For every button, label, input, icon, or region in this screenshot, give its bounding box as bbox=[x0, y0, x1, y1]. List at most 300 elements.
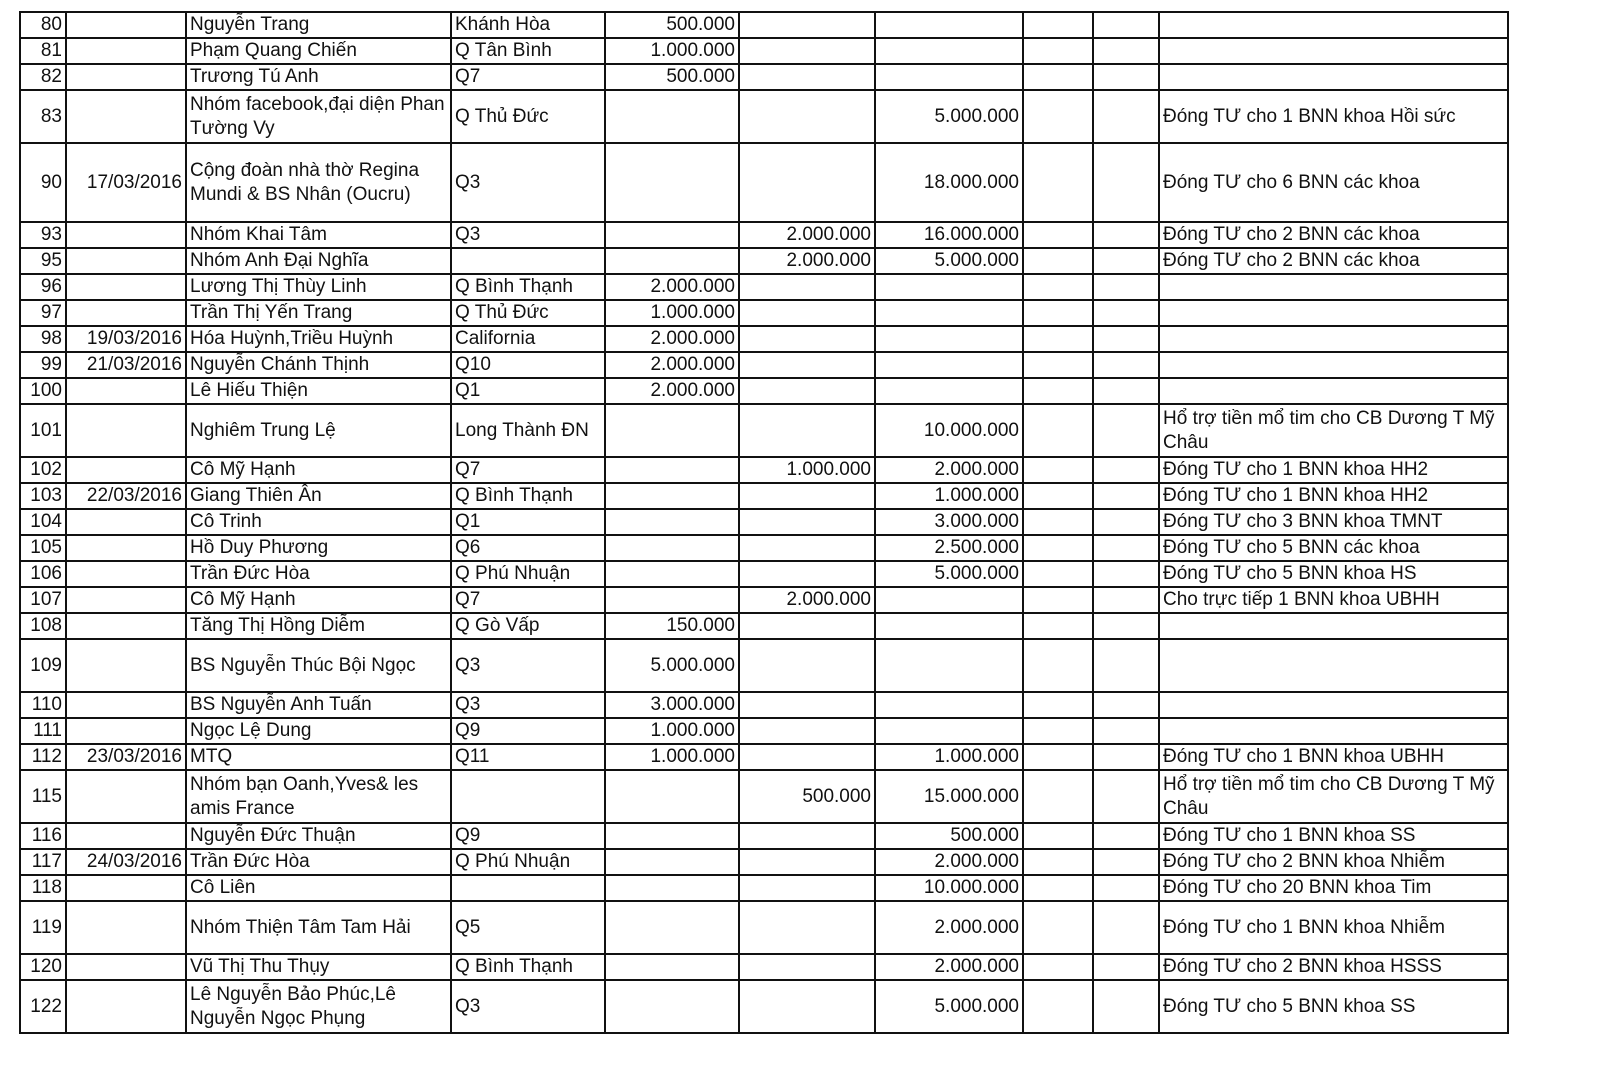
date-cell bbox=[66, 692, 186, 718]
amount-cash-cell: 2.000.000 bbox=[605, 274, 739, 300]
donor-name-cell: Nhóm bạn Oanh,Yves& les amis France bbox=[186, 770, 451, 823]
table-row bbox=[20, 587, 1508, 613]
location-cell: Q Bình Thạnh bbox=[451, 483, 605, 509]
extra-cell-1 bbox=[1023, 90, 1093, 143]
table-row bbox=[20, 326, 1508, 352]
row-number-cell: 83 bbox=[20, 90, 66, 143]
extra-cell-2 bbox=[1093, 744, 1159, 770]
donor-name-cell: Cộng đoàn nhà thờ Regina Mundi & BS Nhân (Oucru) bbox=[186, 143, 451, 222]
table-row bbox=[20, 90, 1508, 143]
table-row bbox=[20, 404, 1508, 457]
amount-direct-cell bbox=[739, 12, 875, 38]
extra-cell-1 bbox=[1023, 248, 1093, 274]
amount-direct-cell bbox=[739, 143, 875, 222]
extra-cell-1 bbox=[1023, 38, 1093, 64]
row-number-cell: 80 bbox=[20, 12, 66, 38]
extra-cell-1 bbox=[1023, 587, 1093, 613]
note-cell: Hổ trợ tiền mổ tim cho CB Dương T Mỹ Châu bbox=[1159, 770, 1508, 823]
amount-direct-cell: 2.000.000 bbox=[739, 248, 875, 274]
location-cell: Q Thủ Đức bbox=[451, 300, 605, 326]
date-cell bbox=[66, 561, 186, 587]
row-number-cell: 107 bbox=[20, 587, 66, 613]
extra-cell-2 bbox=[1093, 613, 1159, 639]
extra-cell-1 bbox=[1023, 744, 1093, 770]
note-cell bbox=[1159, 274, 1508, 300]
amount-direct-cell bbox=[739, 823, 875, 849]
donor-name-cell: Nguyễn Chánh Thịnh bbox=[186, 352, 451, 378]
donor-name-cell: BS Nguyễn Thúc Bội Ngọc bbox=[186, 639, 451, 692]
date-cell bbox=[66, 875, 186, 901]
extra-cell-1 bbox=[1023, 352, 1093, 378]
location-cell: Q1 bbox=[451, 509, 605, 535]
extra-cell-2 bbox=[1093, 587, 1159, 613]
note-cell bbox=[1159, 718, 1508, 744]
extra-cell-1 bbox=[1023, 12, 1093, 38]
note-cell: Đóng TƯ cho 1 BNN khoa HH2 bbox=[1159, 457, 1508, 483]
table-row bbox=[20, 954, 1508, 980]
location-cell: Q9 bbox=[451, 718, 605, 744]
amount-cash-cell bbox=[605, 483, 739, 509]
amount-cash-cell: 1.000.000 bbox=[605, 38, 739, 64]
extra-cell-1 bbox=[1023, 274, 1093, 300]
amount-direct-cell bbox=[739, 613, 875, 639]
amount-cash-cell: 500.000 bbox=[605, 64, 739, 90]
extra-cell-2 bbox=[1093, 770, 1159, 823]
donor-name-cell: Lương Thị Thùy Linh bbox=[186, 274, 451, 300]
location-cell: Khánh Hòa bbox=[451, 12, 605, 38]
donor-name-cell: Trần Thị Yến Trang bbox=[186, 300, 451, 326]
donor-name-cell: Cô Liên bbox=[186, 875, 451, 901]
amount-advance-cell bbox=[875, 352, 1023, 378]
location-cell: Q Tân Bình bbox=[451, 38, 605, 64]
note-cell: Đóng TƯ cho 1 BNN khoa Nhiễm bbox=[1159, 901, 1508, 954]
amount-cash-cell bbox=[605, 875, 739, 901]
amount-direct-cell bbox=[739, 718, 875, 744]
table-row bbox=[20, 378, 1508, 404]
amount-cash-cell bbox=[605, 849, 739, 875]
location-cell: Q3 bbox=[451, 222, 605, 248]
row-number-cell: 97 bbox=[20, 300, 66, 326]
amount-advance-cell: 10.000.000 bbox=[875, 404, 1023, 457]
donor-name-cell: Cô Mỹ Hạnh bbox=[186, 457, 451, 483]
extra-cell-1 bbox=[1023, 901, 1093, 954]
extra-cell-2 bbox=[1093, 12, 1159, 38]
amount-direct-cell bbox=[739, 901, 875, 954]
date-cell bbox=[66, 535, 186, 561]
donor-name-cell: Nhóm Thiện Tâm Tam Hải bbox=[186, 901, 451, 954]
donor-name-cell: Nhóm facebook,đại diện Phan Tường Vy bbox=[186, 90, 451, 143]
date-cell bbox=[66, 901, 186, 954]
extra-cell-1 bbox=[1023, 222, 1093, 248]
donor-name-cell: BS Nguyễn Anh Tuấn bbox=[186, 692, 451, 718]
row-number-cell: 108 bbox=[20, 613, 66, 639]
extra-cell-2 bbox=[1093, 509, 1159, 535]
extra-cell-2 bbox=[1093, 248, 1159, 274]
amount-advance-cell bbox=[875, 274, 1023, 300]
extra-cell-2 bbox=[1093, 300, 1159, 326]
amount-direct-cell bbox=[739, 404, 875, 457]
amount-advance-cell bbox=[875, 64, 1023, 90]
donor-name-cell: Giang Thiên Ân bbox=[186, 483, 451, 509]
amount-cash-cell: 150.000 bbox=[605, 613, 739, 639]
extra-cell-2 bbox=[1093, 692, 1159, 718]
extra-cell-2 bbox=[1093, 404, 1159, 457]
extra-cell-1 bbox=[1023, 378, 1093, 404]
amount-direct-cell bbox=[739, 378, 875, 404]
extra-cell-1 bbox=[1023, 561, 1093, 587]
amount-advance-cell bbox=[875, 692, 1023, 718]
row-number-cell: 90 bbox=[20, 143, 66, 222]
location-cell: Q3 bbox=[451, 639, 605, 692]
note-cell: Đóng TƯ cho 2 BNN khoa HSSS bbox=[1159, 954, 1508, 980]
location-cell: Q6 bbox=[451, 535, 605, 561]
extra-cell-1 bbox=[1023, 404, 1093, 457]
date-cell bbox=[66, 378, 186, 404]
amount-direct-cell: 2.000.000 bbox=[739, 222, 875, 248]
location-cell bbox=[451, 248, 605, 274]
row-number-cell: 99 bbox=[20, 352, 66, 378]
amount-direct-cell bbox=[739, 875, 875, 901]
date-cell bbox=[66, 613, 186, 639]
table-row bbox=[20, 12, 1508, 38]
extra-cell-1 bbox=[1023, 692, 1093, 718]
extra-cell-1 bbox=[1023, 770, 1093, 823]
amount-cash-cell: 2.000.000 bbox=[605, 352, 739, 378]
amount-advance-cell bbox=[875, 718, 1023, 744]
date-cell bbox=[66, 823, 186, 849]
amount-cash-cell bbox=[605, 770, 739, 823]
date-cell bbox=[66, 248, 186, 274]
date-cell: 17/03/2016 bbox=[66, 143, 186, 222]
row-number-cell: 118 bbox=[20, 875, 66, 901]
row-number-cell: 115 bbox=[20, 770, 66, 823]
amount-advance-cell: 1.000.000 bbox=[875, 744, 1023, 770]
date-cell bbox=[66, 509, 186, 535]
amount-direct-cell bbox=[739, 980, 875, 1033]
note-cell bbox=[1159, 326, 1508, 352]
donor-name-cell: Nhóm Khai Tâm bbox=[186, 222, 451, 248]
amount-cash-cell bbox=[605, 90, 739, 143]
note-cell: Hổ trợ tiền mổ tim cho CB Dương T Mỹ Châu bbox=[1159, 404, 1508, 457]
amount-cash-cell bbox=[605, 143, 739, 222]
table-row bbox=[20, 823, 1508, 849]
table-row bbox=[20, 613, 1508, 639]
extra-cell-1 bbox=[1023, 483, 1093, 509]
amount-cash-cell bbox=[605, 222, 739, 248]
amount-cash-cell: 5.000.000 bbox=[605, 639, 739, 692]
extra-cell-2 bbox=[1093, 875, 1159, 901]
extra-cell-1 bbox=[1023, 980, 1093, 1033]
extra-cell-1 bbox=[1023, 639, 1093, 692]
table-row bbox=[20, 457, 1508, 483]
note-cell: Đóng TƯ cho 1 BNN khoa UBHH bbox=[1159, 744, 1508, 770]
amount-cash-cell bbox=[605, 561, 739, 587]
table-row bbox=[20, 744, 1508, 770]
donor-name-cell: Ngọc Lệ Dung bbox=[186, 718, 451, 744]
amount-advance-cell: 2.500.000 bbox=[875, 535, 1023, 561]
amount-direct-cell bbox=[739, 352, 875, 378]
extra-cell-2 bbox=[1093, 457, 1159, 483]
location-cell: Q Gò Vấp bbox=[451, 613, 605, 639]
row-number-cell: 109 bbox=[20, 639, 66, 692]
amount-cash-cell: 1.000.000 bbox=[605, 744, 739, 770]
row-number-cell: 111 bbox=[20, 718, 66, 744]
date-cell bbox=[66, 90, 186, 143]
location-cell: Q Phú Nhuận bbox=[451, 849, 605, 875]
amount-cash-cell: 1.000.000 bbox=[605, 300, 739, 326]
note-cell bbox=[1159, 378, 1508, 404]
location-cell: California bbox=[451, 326, 605, 352]
extra-cell-1 bbox=[1023, 457, 1093, 483]
extra-cell-2 bbox=[1093, 639, 1159, 692]
row-number-cell: 117 bbox=[20, 849, 66, 875]
table-row bbox=[20, 849, 1508, 875]
location-cell: Q7 bbox=[451, 457, 605, 483]
location-cell: Q Thủ Đức bbox=[451, 90, 605, 143]
amount-direct-cell bbox=[739, 90, 875, 143]
extra-cell-1 bbox=[1023, 954, 1093, 980]
date-cell bbox=[66, 457, 186, 483]
location-cell bbox=[451, 875, 605, 901]
location-cell: Q11 bbox=[451, 744, 605, 770]
date-cell bbox=[66, 300, 186, 326]
amount-cash-cell: 2.000.000 bbox=[605, 378, 739, 404]
donor-name-cell: Hóa Huỳnh,Triều Huỳnh bbox=[186, 326, 451, 352]
note-cell: Đóng TƯ cho 2 BNN các khoa bbox=[1159, 248, 1508, 274]
donor-name-cell: Vũ Thị Thu Thụy bbox=[186, 954, 451, 980]
location-cell: Q10 bbox=[451, 352, 605, 378]
donor-name-cell: Tăng Thị Hồng Diễm bbox=[186, 613, 451, 639]
amount-direct-cell: 500.000 bbox=[739, 770, 875, 823]
date-cell: 21/03/2016 bbox=[66, 352, 186, 378]
amount-advance-cell: 5.000.000 bbox=[875, 980, 1023, 1033]
row-number-cell: 93 bbox=[20, 222, 66, 248]
amount-advance-cell: 5.000.000 bbox=[875, 248, 1023, 274]
table-row bbox=[20, 143, 1508, 222]
amount-cash-cell bbox=[605, 509, 739, 535]
amount-cash-cell: 500.000 bbox=[605, 12, 739, 38]
extra-cell-2 bbox=[1093, 90, 1159, 143]
amount-direct-cell bbox=[739, 64, 875, 90]
extra-cell-2 bbox=[1093, 38, 1159, 64]
amount-advance-cell bbox=[875, 12, 1023, 38]
extra-cell-2 bbox=[1093, 222, 1159, 248]
date-cell bbox=[66, 770, 186, 823]
date-cell bbox=[66, 38, 186, 64]
donor-name-cell: Nguyễn Trang bbox=[186, 12, 451, 38]
location-cell: Q Bình Thạnh bbox=[451, 954, 605, 980]
note-cell bbox=[1159, 12, 1508, 38]
amount-advance-cell: 2.000.000 bbox=[875, 457, 1023, 483]
amount-direct-cell bbox=[739, 300, 875, 326]
table-row bbox=[20, 38, 1508, 64]
amount-cash-cell bbox=[605, 248, 739, 274]
extra-cell-2 bbox=[1093, 849, 1159, 875]
amount-direct-cell bbox=[739, 483, 875, 509]
row-number-cell: 122 bbox=[20, 980, 66, 1033]
amount-cash-cell bbox=[605, 404, 739, 457]
extra-cell-1 bbox=[1023, 326, 1093, 352]
extra-cell-1 bbox=[1023, 875, 1093, 901]
amount-advance-cell: 2.000.000 bbox=[875, 901, 1023, 954]
location-cell: Q9 bbox=[451, 823, 605, 849]
extra-cell-2 bbox=[1093, 483, 1159, 509]
row-number-cell: 119 bbox=[20, 901, 66, 954]
amount-cash-cell bbox=[605, 954, 739, 980]
note-cell bbox=[1159, 639, 1508, 692]
donation-table bbox=[19, 11, 1509, 1034]
row-number-cell: 81 bbox=[20, 38, 66, 64]
table-row bbox=[20, 901, 1508, 954]
amount-direct-cell bbox=[739, 639, 875, 692]
note-cell bbox=[1159, 692, 1508, 718]
date-cell bbox=[66, 954, 186, 980]
extra-cell-1 bbox=[1023, 143, 1093, 222]
note-cell: Đóng TƯ cho 2 BNN khoa Nhiễm bbox=[1159, 849, 1508, 875]
date-cell bbox=[66, 980, 186, 1033]
extra-cell-2 bbox=[1093, 352, 1159, 378]
date-cell: 22/03/2016 bbox=[66, 483, 186, 509]
extra-cell-2 bbox=[1093, 143, 1159, 222]
note-cell: Đóng TƯ cho 5 BNN các khoa bbox=[1159, 535, 1508, 561]
table-row bbox=[20, 483, 1508, 509]
date-cell: 23/03/2016 bbox=[66, 744, 186, 770]
location-cell: Long Thành ĐN bbox=[451, 404, 605, 457]
amount-cash-cell: 3.000.000 bbox=[605, 692, 739, 718]
date-cell bbox=[66, 639, 186, 692]
amount-direct-cell bbox=[739, 744, 875, 770]
donor-name-cell: Phạm Quang Chiến bbox=[186, 38, 451, 64]
row-number-cell: 116 bbox=[20, 823, 66, 849]
amount-cash-cell: 2.000.000 bbox=[605, 326, 739, 352]
amount-advance-cell bbox=[875, 613, 1023, 639]
location-cell: Q7 bbox=[451, 587, 605, 613]
date-cell bbox=[66, 718, 186, 744]
donor-name-cell: Nhóm Anh Đại Nghĩa bbox=[186, 248, 451, 274]
note-cell bbox=[1159, 64, 1508, 90]
table-row bbox=[20, 274, 1508, 300]
amount-advance-cell bbox=[875, 587, 1023, 613]
amount-direct-cell bbox=[739, 954, 875, 980]
extra-cell-1 bbox=[1023, 509, 1093, 535]
amount-advance-cell bbox=[875, 300, 1023, 326]
note-cell: Đóng TƯ cho 5 BNN khoa HS bbox=[1159, 561, 1508, 587]
row-number-cell: 98 bbox=[20, 326, 66, 352]
amount-direct-cell bbox=[739, 535, 875, 561]
amount-advance-cell: 3.000.000 bbox=[875, 509, 1023, 535]
amount-advance-cell: 5.000.000 bbox=[875, 561, 1023, 587]
amount-direct-cell bbox=[739, 509, 875, 535]
location-cell: Q5 bbox=[451, 901, 605, 954]
amount-advance-cell: 500.000 bbox=[875, 823, 1023, 849]
row-number-cell: 105 bbox=[20, 535, 66, 561]
amount-direct-cell bbox=[739, 274, 875, 300]
extra-cell-1 bbox=[1023, 718, 1093, 744]
amount-advance-cell: 18.000.000 bbox=[875, 143, 1023, 222]
row-number-cell: 96 bbox=[20, 274, 66, 300]
table-row bbox=[20, 770, 1508, 823]
table-row bbox=[20, 300, 1508, 326]
date-cell bbox=[66, 222, 186, 248]
location-cell: Q Bình Thạnh bbox=[451, 274, 605, 300]
extra-cell-2 bbox=[1093, 980, 1159, 1033]
location-cell: Q3 bbox=[451, 143, 605, 222]
extra-cell-1 bbox=[1023, 535, 1093, 561]
row-number-cell: 110 bbox=[20, 692, 66, 718]
note-cell bbox=[1159, 352, 1508, 378]
amount-direct-cell bbox=[739, 38, 875, 64]
amount-cash-cell bbox=[605, 980, 739, 1033]
table-body bbox=[20, 12, 1508, 1033]
donor-name-cell: Lê Hiếu Thiện bbox=[186, 378, 451, 404]
extra-cell-2 bbox=[1093, 378, 1159, 404]
donor-name-cell: Trần Đức Hòa bbox=[186, 849, 451, 875]
amount-cash-cell bbox=[605, 823, 739, 849]
row-number-cell: 120 bbox=[20, 954, 66, 980]
row-number-cell: 112 bbox=[20, 744, 66, 770]
note-cell: Đóng TƯ cho 2 BNN các khoa bbox=[1159, 222, 1508, 248]
amount-advance-cell bbox=[875, 639, 1023, 692]
row-number-cell: 95 bbox=[20, 248, 66, 274]
extra-cell-2 bbox=[1093, 718, 1159, 744]
extra-cell-2 bbox=[1093, 823, 1159, 849]
note-cell bbox=[1159, 38, 1508, 64]
amount-advance-cell: 2.000.000 bbox=[875, 954, 1023, 980]
donor-name-cell: Lê Nguyễn Bảo Phúc,Lê Nguyễn Ngọc Phụng bbox=[186, 980, 451, 1033]
note-cell: Đóng TƯ cho 1 BNN khoa HH2 bbox=[1159, 483, 1508, 509]
amount-advance-cell: 1.000.000 bbox=[875, 483, 1023, 509]
extra-cell-2 bbox=[1093, 954, 1159, 980]
extra-cell-2 bbox=[1093, 274, 1159, 300]
note-cell: Đóng TƯ cho 5 BNN khoa SS bbox=[1159, 980, 1508, 1033]
row-number-cell: 101 bbox=[20, 404, 66, 457]
extra-cell-2 bbox=[1093, 64, 1159, 90]
extra-cell-1 bbox=[1023, 613, 1093, 639]
extra-cell-2 bbox=[1093, 901, 1159, 954]
donor-name-cell: Cô Trinh bbox=[186, 509, 451, 535]
location-cell: Q7 bbox=[451, 64, 605, 90]
extra-cell-1 bbox=[1023, 300, 1093, 326]
table-row bbox=[20, 980, 1508, 1033]
note-cell bbox=[1159, 300, 1508, 326]
amount-direct-cell: 1.000.000 bbox=[739, 457, 875, 483]
table-row bbox=[20, 692, 1508, 718]
donor-name-cell: Trần Đức Hòa bbox=[186, 561, 451, 587]
date-cell: 24/03/2016 bbox=[66, 849, 186, 875]
date-cell bbox=[66, 274, 186, 300]
location-cell: Q3 bbox=[451, 980, 605, 1033]
extra-cell-2 bbox=[1093, 535, 1159, 561]
note-cell: Đóng TƯ cho 6 BNN các khoa bbox=[1159, 143, 1508, 222]
donor-name-cell: Hồ Duy Phương bbox=[186, 535, 451, 561]
amount-direct-cell bbox=[739, 849, 875, 875]
donor-name-cell: Nghiêm Trung Lệ bbox=[186, 404, 451, 457]
table-row bbox=[20, 248, 1508, 274]
amount-cash-cell bbox=[605, 457, 739, 483]
extra-cell-2 bbox=[1093, 326, 1159, 352]
date-cell: 19/03/2016 bbox=[66, 326, 186, 352]
extra-cell-2 bbox=[1093, 561, 1159, 587]
amount-cash-cell bbox=[605, 901, 739, 954]
location-cell: Q Phú Nhuận bbox=[451, 561, 605, 587]
location-cell: Q1 bbox=[451, 378, 605, 404]
donor-name-cell: Cô Mỹ Hạnh bbox=[186, 587, 451, 613]
note-cell: Đóng TƯ cho 1 BNN khoa Hồi sức bbox=[1159, 90, 1508, 143]
donor-name-cell: Trương Tú Anh bbox=[186, 64, 451, 90]
table-row bbox=[20, 222, 1508, 248]
amount-advance-cell: 16.000.000 bbox=[875, 222, 1023, 248]
table-row bbox=[20, 64, 1508, 90]
